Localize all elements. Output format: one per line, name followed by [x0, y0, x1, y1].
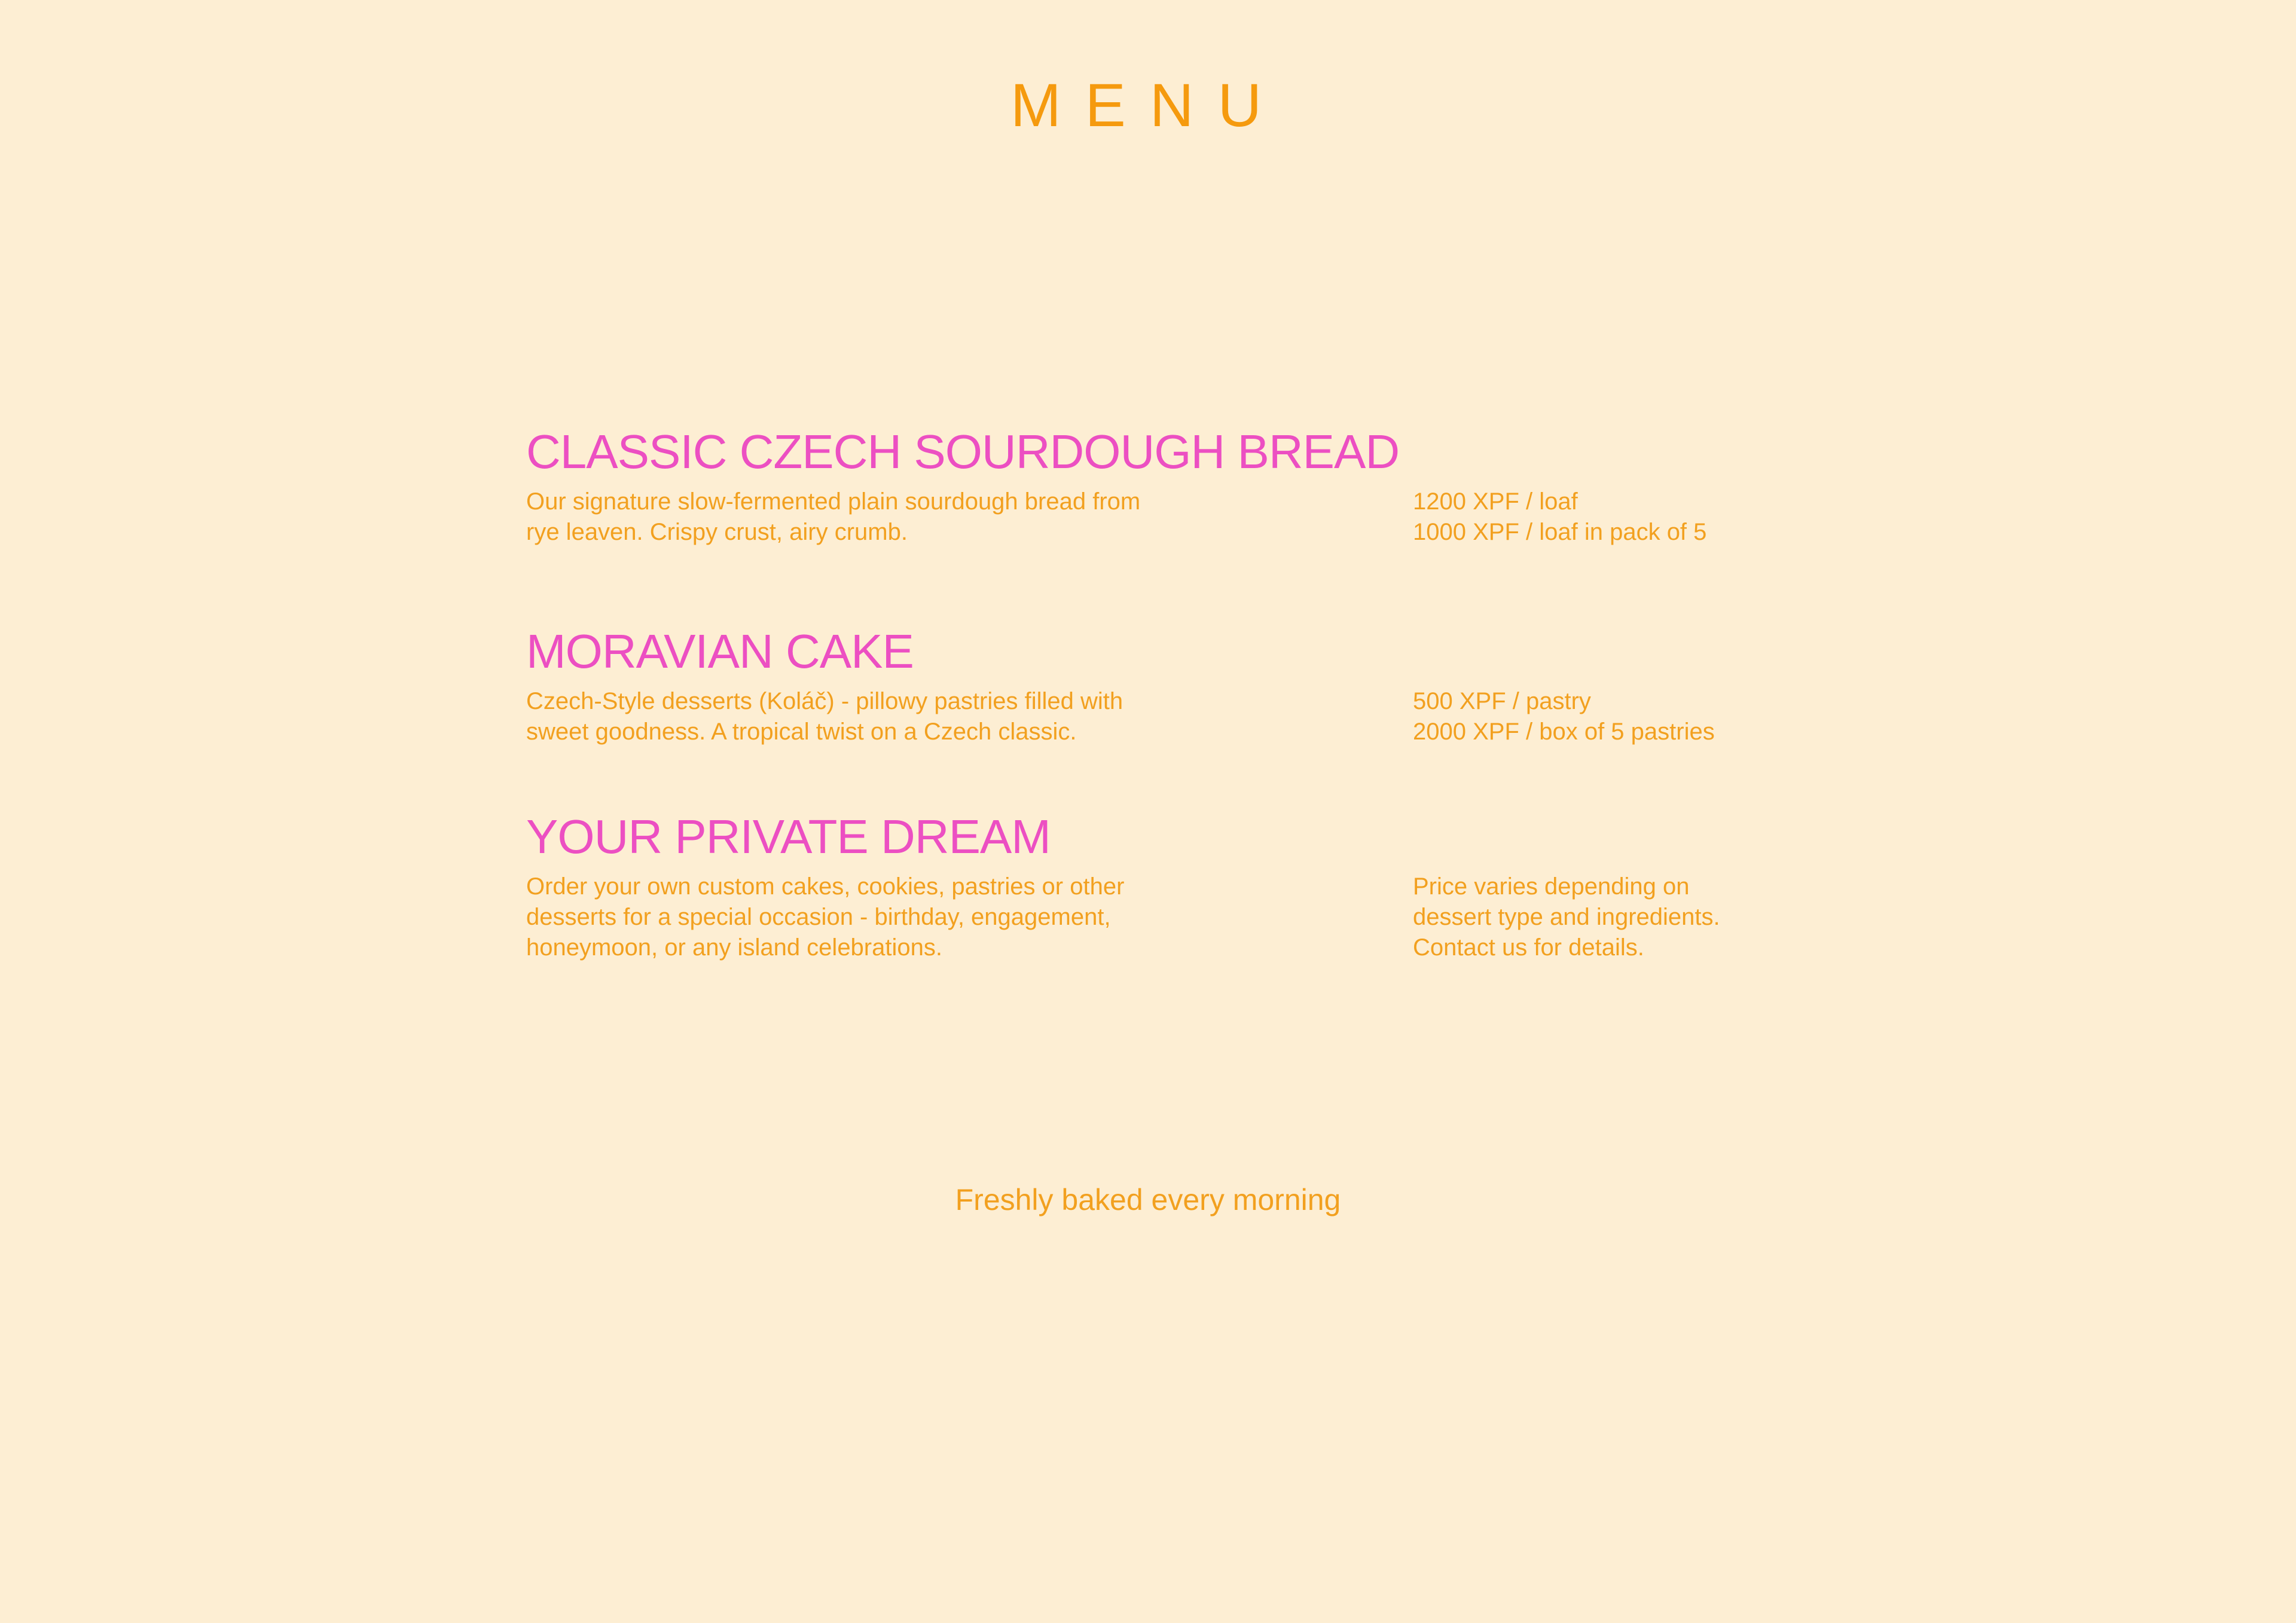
description-line: desserts for a special occasion - birthday, engagement,	[526, 904, 1111, 930]
description-line: Czech-Style desserts (Koláč) - pillowy pastries filled with	[526, 688, 1123, 714]
item-body	[526, 487, 1782, 548]
item-body	[526, 872, 1782, 963]
item-price	[1413, 686, 1715, 747]
item-name: MORAVIAN CAKE	[526, 625, 914, 678]
menu-item-moravian-cake	[526, 625, 1782, 747]
item-name: YOUR PRIVATE DREAM	[526, 810, 1051, 863]
price-line: Contact us for details.	[1413, 934, 1644, 961]
item-price	[1413, 872, 1720, 963]
menu-item-private-dream	[526, 810, 1782, 963]
price-line: 1200 XPF / loaf	[1413, 488, 1578, 515]
description-line: Order your own custom cakes, cookies, pastries or other	[526, 873, 1125, 900]
description-line: Our signature slow-fermented plain sourdough bread from	[526, 488, 1141, 515]
menu-item-sourdough-bread	[526, 425, 1782, 548]
price-line: 1000 XPF / loaf in pack of 5	[1413, 519, 1707, 545]
description-line: sweet goodness. A tropical twist on a Czech classic.	[526, 719, 1077, 745]
menu-title: MENU	[1010, 71, 1286, 139]
price-line: dessert type and ingredients.	[1413, 904, 1720, 930]
price-line: 2000 XPF / box of 5 pastries	[1413, 719, 1715, 745]
item-name: CLASSIC CZECH SOURDOUGH BREAD	[526, 425, 1400, 478]
item-description	[526, 487, 1184, 548]
item-description	[526, 686, 1184, 747]
price-line: 500 XPF / pastry	[1413, 688, 1591, 714]
tagline: Freshly baked every morning	[955, 1183, 1341, 1217]
description-line: honeymoon, or any island celebrations.	[526, 934, 942, 961]
item-description	[526, 872, 1184, 963]
item-body	[526, 686, 1782, 747]
item-price	[1413, 487, 1706, 548]
description-line: rye leaven. Crispy crust, airy crumb.	[526, 519, 908, 545]
price-line: Price varies depending on	[1413, 873, 1690, 900]
